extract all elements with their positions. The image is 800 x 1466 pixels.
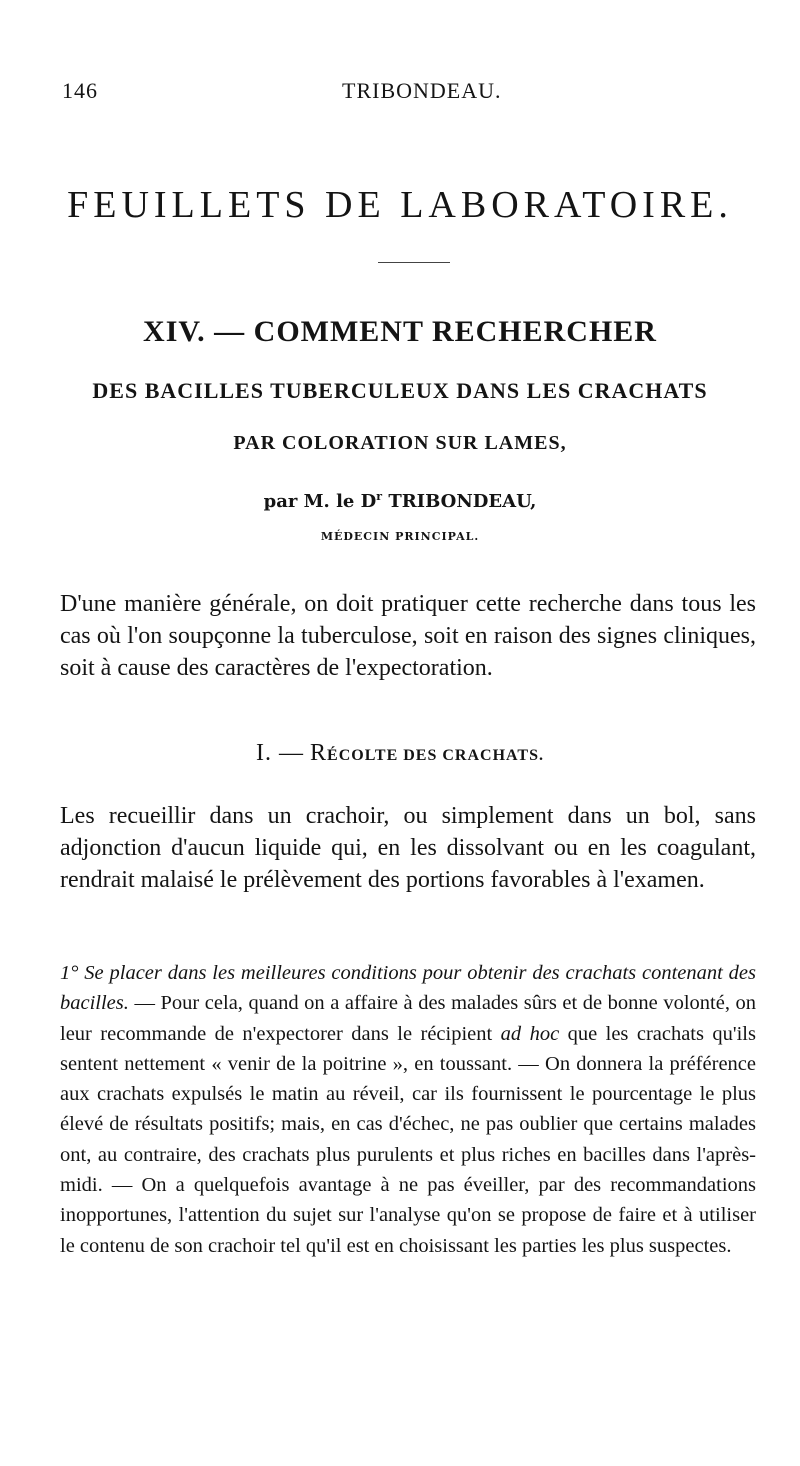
author-affiliation: MÉDECIN PRINCIPAL. xyxy=(320,530,480,543)
byline-superscript: r xyxy=(376,490,383,503)
intro-paragraph: D'une manière générale, on doit pratiquer cette recherche dans tous les cas où l'on soupçonne la tuberculose, soit en raison des signes cliniques, soit à cause des caractères de l'expectoration. xyxy=(60,591,756,681)
point-1-text-b: que les crachats qu'ils sentent nettement « venir de la poitrine », en toussant. — On donnera la préférence aux crachats expulsés le matin au réveil, car ils fournissent le pourcentage le plus élevé de résultats positifs; mais, en cas d'échec, ne pas oublier que certains malades ont, au contraire, des crachats plus purulents et plus riches en bacilles dans l'après-midi. — On a quelquefois avantage à ne pas éveiller, par des recommandations inopportunes, l'attention du sujet sur l'analyse qu'on se propose de faire et à utiliser le contenu de son crachoir tel qu'il est en choisissant les parties les plus suspectes. xyxy=(60,1022,756,1257)
running-head xyxy=(62,78,760,108)
article-title-line-1: XIV. — COMMENT RECHERCHER xyxy=(143,315,657,348)
author-name: TRIBONDEAU, xyxy=(382,491,537,512)
subsection-title-initial: R xyxy=(310,740,328,766)
point-1-italic-phrase: ad hoc xyxy=(500,1022,560,1045)
article-title-line-2: DES BACILLES TUBERCULEUX DANS LES CRACHATS xyxy=(92,378,708,403)
point-1-lead: 1° Se placer dans les meilleures conditions pour obtenir des crachats contenant des bacilles. xyxy=(60,962,756,1015)
article-title-line-3: PAR COLORATION SUR LAMES, xyxy=(233,432,567,454)
author-byline xyxy=(0,490,800,512)
point-1-paragraph xyxy=(60,958,756,1261)
subsection-title-rest: ÉCOLTE DES CRACHATS. xyxy=(327,747,544,764)
page-number: 146 xyxy=(62,78,98,103)
running-title: TRIBONDEAU. xyxy=(342,78,502,103)
byline-prefix: par M. le D xyxy=(263,491,377,512)
section-title: FEUILLETS DE LABORATOIRE. xyxy=(67,184,733,226)
collection-paragraph: Les recueillir dans un crachoir, ou simplement dans un bol, sans adjonction d'aucun liquide qui, en les dissolvant ou en les coagulant, rendrait malaisé le prélèvement des portions favorables à l'examen. xyxy=(60,803,756,893)
point-1-text-a: — Pour cela, quand on a affaire à des malades sûrs et de bonne volonté, on leur recommande de n'expectorer dans le récipient xyxy=(60,992,756,1045)
subsection-number: I. — xyxy=(256,740,305,766)
subsection-heading xyxy=(0,740,800,767)
title-rule xyxy=(378,262,450,263)
